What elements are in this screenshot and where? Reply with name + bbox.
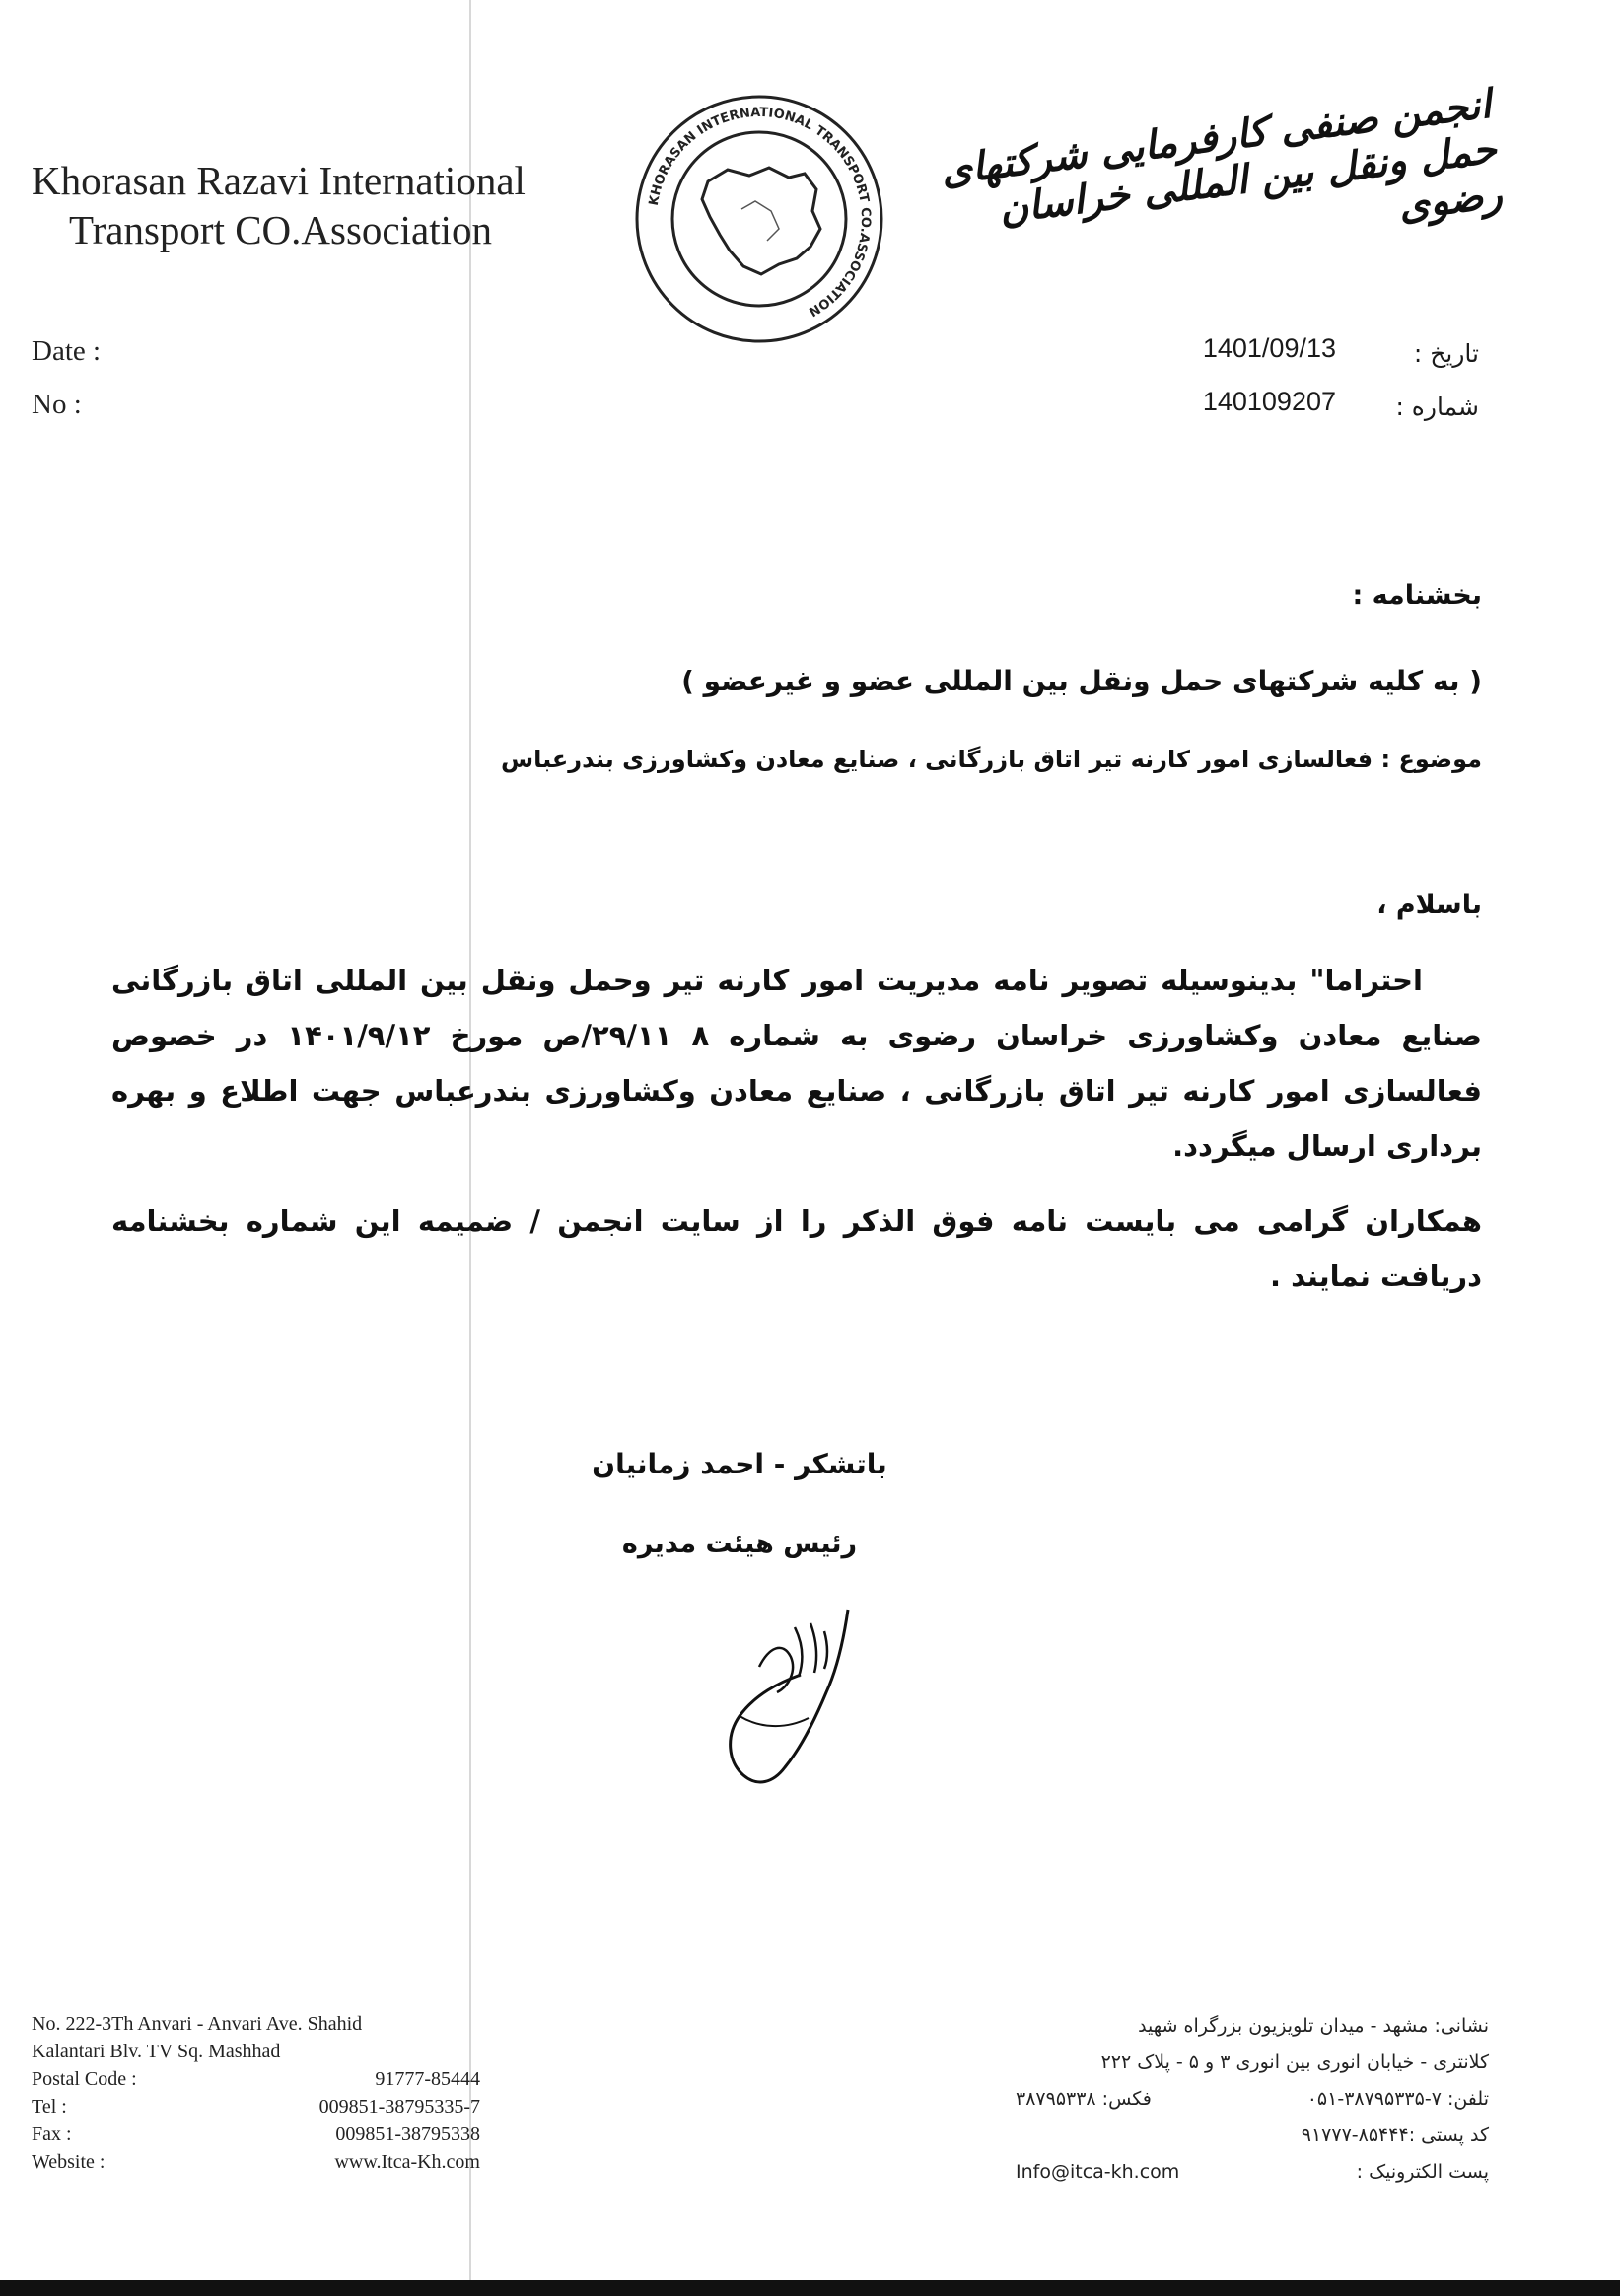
- letter-body: [111, 953, 1482, 1324]
- persian-company-name: انجمن صنفی کارفرمایی شرکتهای حمل ونقل بین المللی خراسان رضوی: [938, 81, 1505, 233]
- subject-line: موضوع : فعالسازی امور کارنه تیر اتاق بازرگانی ، صنایع معادن وکشاورزی بندرعباس: [500, 746, 1482, 773]
- footer-english-address: [32, 2010, 480, 2176]
- footer-postal-label: Postal Code :: [32, 2068, 137, 2090]
- footer-fa-email-value: Info@itca-kh.com: [1016, 2161, 1180, 2183]
- date-label-fa: تاریخ :: [1413, 339, 1479, 368]
- number-value: 140109207: [1202, 387, 1336, 416]
- footer-address-line2: Kalantari Blv. TV Sq. Mashhad: [32, 2041, 281, 2062]
- footer-fax-label: Fax :: [32, 2123, 72, 2145]
- association-seal-logo: [631, 91, 887, 347]
- footer-fa-postal-label: کد پستی :: [1408, 2124, 1489, 2146]
- circular-heading: بخشنامه :: [1352, 580, 1482, 610]
- footer-tel-label: Tel :: [32, 2096, 67, 2117]
- footer-fa-address-line2: کلانتری - خیابان انوری بین انوری ۳ و ۵ - پلاک ۲۲۲: [1100, 2051, 1489, 2073]
- footer-fax-value: 009851-38795338: [335, 2123, 480, 2145]
- footer-website-label: Website :: [32, 2151, 106, 2173]
- closing-signoff: باتشکر - احمد زمانیان: [592, 1448, 887, 1480]
- recipients-line: ( به کلیه شرکتهای حمل ونقل بین المللی عضو و غیرعضو ): [681, 665, 1482, 697]
- iran-map-icon: [702, 168, 820, 274]
- footer-fa-fax: فکس: ۳۸۷۹۵۳۳۸: [1016, 2088, 1152, 2110]
- footer-tel-value: 009851-38795335-7: [318, 2096, 480, 2117]
- english-name-line2: Transport CO.Association: [69, 207, 492, 252]
- handwritten-signature: [700, 1598, 878, 1795]
- footer-persian-address: [1016, 2008, 1489, 2190]
- english-name-line1: Khorasan Razavi International: [32, 158, 526, 203]
- footer-website-value: www.Itca-Kh.com: [334, 2151, 480, 2173]
- greeting: باسلام ،: [1376, 890, 1482, 920]
- number-label-fa: شماره :: [1395, 393, 1479, 421]
- date-value: 1401/09/13: [1202, 333, 1336, 363]
- body-paragraph-2: همکاران گرامی می بایست نامه فوق الذکر را از سایت انجمن / ضمیمه این شماره بخشنامه دریافت نمایند .: [111, 1204, 1482, 1293]
- signatory-title: رئیس هیئت مدیره: [621, 1529, 858, 1559]
- footer-fa-address-line1: نشانی: مشهد - میدان تلویزیون بزرگراه شهید: [1138, 2015, 1489, 2037]
- footer-postal-value: 91777-85444: [375, 2068, 480, 2090]
- footer-fa-email-label: پست الکترونیک :: [1356, 2161, 1489, 2183]
- footer-fa-postal-value: ۹۱۷۷۷-۸۵۴۴۴: [1301, 2124, 1409, 2146]
- seal-text: KHORASAN INTERNATIONAL TRANSPORT CO.ASSOCIATION: [646, 105, 874, 320]
- date-label-en: Date :: [32, 335, 102, 367]
- english-company-name: [32, 156, 526, 254]
- scan-bottom-edge: [0, 2280, 1620, 2296]
- body-paragraph-1: احتراما" بدینوسیله تصویر نامه مدیریت امور کارنه تیر وحمل ونقل بین المللی اتاق بازرگانی صنایع معادن وکشاورزی خراسان رضوی به شماره ۸ ۲۹/۱۱/ص مورخ ۱۴۰۱/۹/۱۲ در خصوص فعالسازی امور کارنه تیر اتاق بازرگانی ، صنایع معادن وکشاورزی بندرعباس جهت اطلاع و بهره برداری ارسال میگردد.: [111, 964, 1482, 1163]
- number-label-en: No :: [32, 389, 82, 420]
- footer-fa-tel: تلفن: ۷-۳۸۷۹۵۳۳۵-۰۵۱: [1306, 2088, 1489, 2110]
- footer-address-line1: No. 222-3Th Anvari - Anvari Ave. Shahid: [32, 2013, 363, 2035]
